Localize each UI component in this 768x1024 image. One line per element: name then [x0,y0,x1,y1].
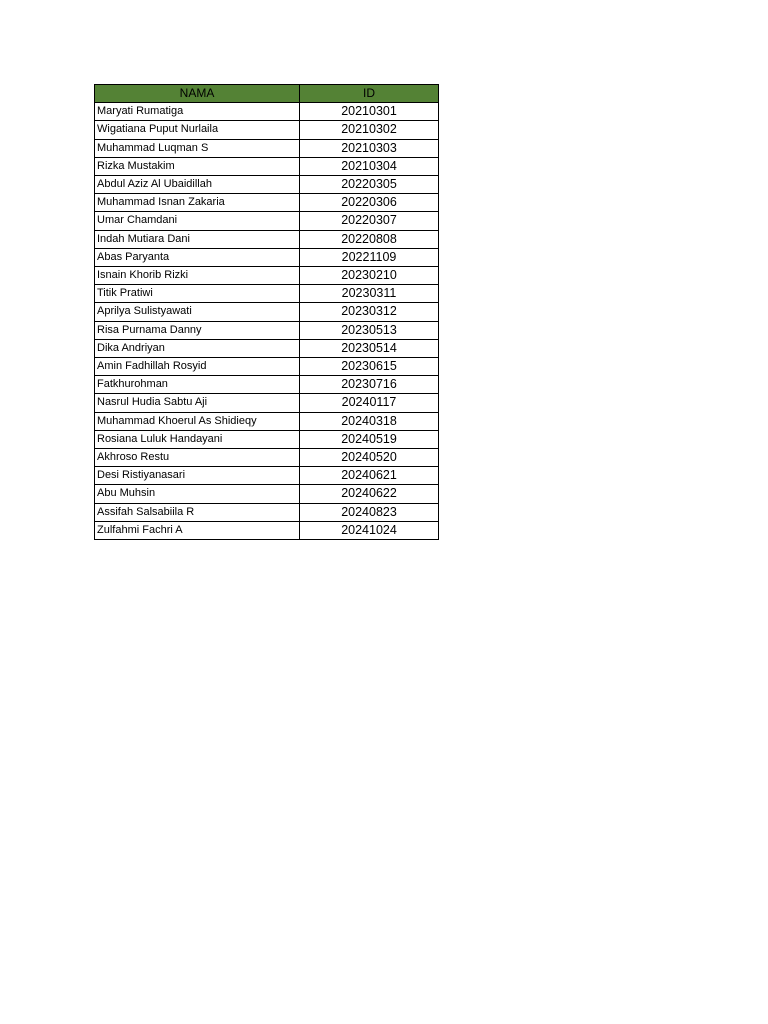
id-cell: 20240520 [300,449,439,467]
id-cell: 20210301 [300,103,439,121]
id-cell: 20221109 [300,248,439,266]
name-cell: Akhroso Restu [95,449,300,467]
table-row [95,467,439,485]
name-cell: Risa Purnama Danny [95,321,300,339]
table-row [95,485,439,503]
id-cell: 20220305 [300,176,439,194]
name-cell: Fatkhurohman [95,376,300,394]
name-cell: Muhammad Isnan Zakaria [95,194,300,212]
table-row [95,412,439,430]
table-row [95,285,439,303]
table-row [95,103,439,121]
id-cell: 20240823 [300,503,439,521]
id-cell: 20230210 [300,267,439,285]
id-cell: 20230312 [300,303,439,321]
name-cell: Desi Ristiyanasari [95,467,300,485]
table-row [95,248,439,266]
id-cell: 20210302 [300,121,439,139]
id-cell: 20220307 [300,212,439,230]
column-header-nama: NAMA [95,85,300,103]
column-header-id: ID [300,85,439,103]
name-cell: Rosiana Luluk Handayani [95,430,300,448]
table-body [95,103,439,540]
table-row [95,358,439,376]
id-cell: 20230514 [300,339,439,357]
name-cell: Nasrul Hudia Sabtu Aji [95,394,300,412]
id-cell: 20210304 [300,157,439,175]
name-cell: Muhammad Luqman S [95,139,300,157]
id-cell: 20220808 [300,230,439,248]
member-table [94,84,439,540]
table-row [95,521,439,539]
name-cell: Umar Chamdani [95,212,300,230]
table-row [95,303,439,321]
name-cell: Amin Fadhillah Rosyid [95,358,300,376]
table-row [95,176,439,194]
id-cell: 20230311 [300,285,439,303]
id-cell: 20240622 [300,485,439,503]
table-row [95,212,439,230]
table-row [95,321,439,339]
id-cell: 20230615 [300,358,439,376]
header-row [95,85,439,103]
id-cell: 20210303 [300,139,439,157]
name-cell: Maryati Rumatiga [95,103,300,121]
table-row [95,194,439,212]
name-cell: Zulfahmi Fachri A [95,521,300,539]
id-cell: 20240318 [300,412,439,430]
name-cell: Abu Muhsin [95,485,300,503]
table-row [95,121,439,139]
id-cell: 20240117 [300,394,439,412]
id-cell: 20240621 [300,467,439,485]
table-row [95,139,439,157]
table-row [95,394,439,412]
table-row [95,449,439,467]
id-cell: 20241024 [300,521,439,539]
name-cell: Aprilya Sulistyawati [95,303,300,321]
table-row [95,376,439,394]
name-cell: Assifah Salsabiila R [95,503,300,521]
id-cell: 20230513 [300,321,439,339]
id-cell: 20240519 [300,430,439,448]
table-row [95,157,439,175]
name-cell: Titik Pratiwi [95,285,300,303]
table-row [95,503,439,521]
table-row [95,230,439,248]
id-cell: 20220306 [300,194,439,212]
name-cell: Dika Andriyan [95,339,300,357]
table-row [95,267,439,285]
name-cell: Rizka Mustakim [95,157,300,175]
table-row [95,430,439,448]
table-row [95,339,439,357]
id-cell: 20230716 [300,376,439,394]
name-cell: Abdul Aziz Al Ubaidillah [95,176,300,194]
name-cell: Muhammad Khoerul As Shidieqy [95,412,300,430]
name-cell: Isnain Khorib Rizki [95,267,300,285]
name-cell: Abas Paryanta [95,248,300,266]
name-cell: Indah Mutiara Dani [95,230,300,248]
name-cell: Wigatiana Puput Nurlaila [95,121,300,139]
